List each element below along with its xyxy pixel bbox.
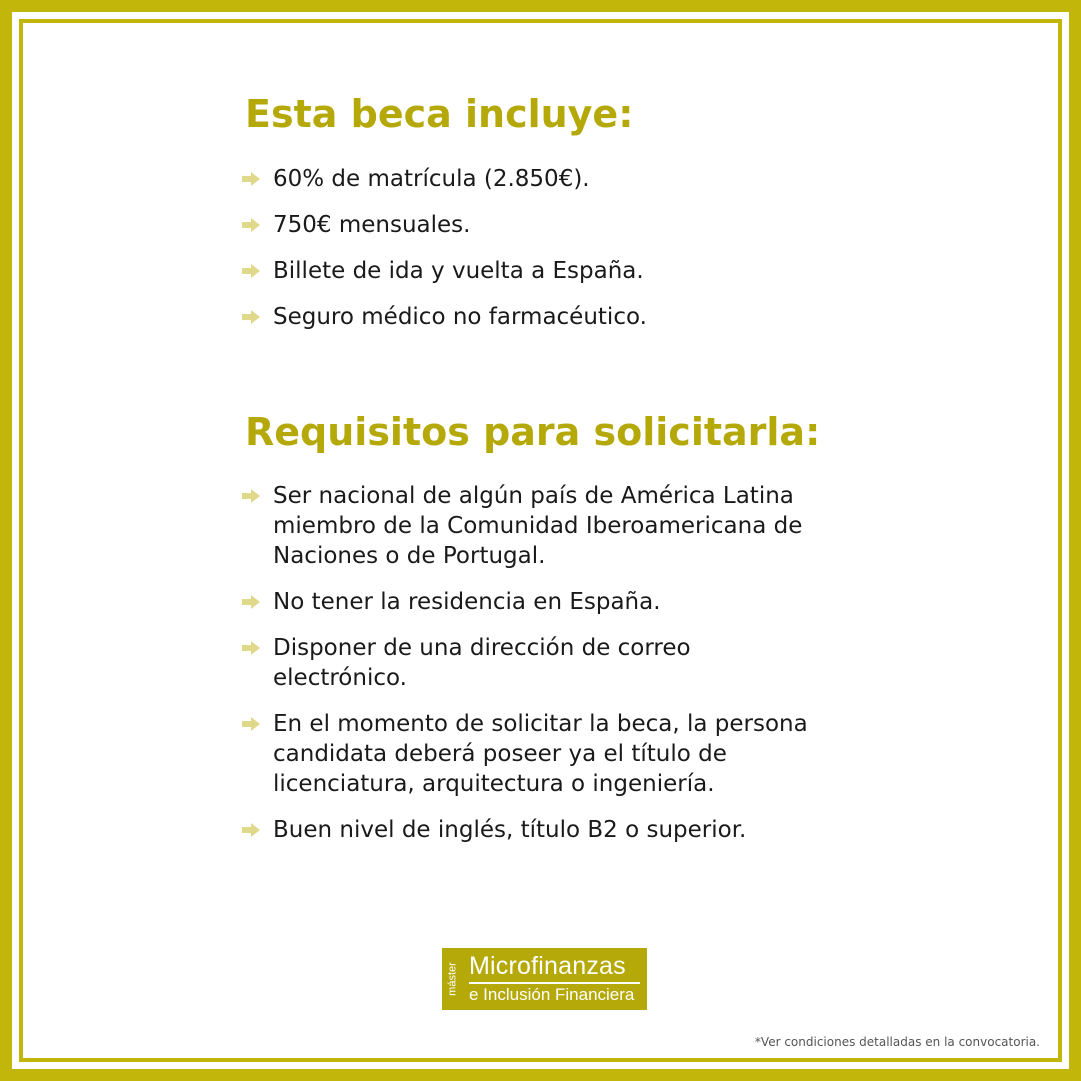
- section-title-requirements: Requisitos para solicitarla:: [245, 410, 821, 454]
- arrow-right-icon: [241, 633, 273, 663]
- list-item-text: [273, 815, 746, 845]
- list-item-text: Seguro médico no farmacéutico.: [273, 304, 647, 330]
- list-item: [241, 633, 841, 693]
- list-item: [241, 210, 841, 240]
- logo-side-label: [442, 948, 464, 1010]
- list-item-line: En el momento de solicitar la beca, la persona: [273, 711, 808, 737]
- arrow-right-icon: [241, 164, 273, 194]
- list-item-text: 60% de matrícula (2.850€).: [273, 166, 590, 192]
- list-item-line: miembro de la Comunidad Iberoamericana de: [273, 513, 803, 539]
- list-item: [241, 709, 841, 799]
- arrow-right-icon: [241, 815, 273, 845]
- list-item-line: Naciones o de Portugal.: [273, 543, 546, 569]
- list-item: [241, 815, 841, 845]
- list-item-line: candidata deberá poseer ya el título de: [273, 741, 727, 767]
- list-item-text: [273, 633, 691, 693]
- logo-main-text: Microfinanzas: [469, 952, 626, 980]
- list-item-line: Disponer de una dirección de correo: [273, 635, 691, 661]
- list-item: [241, 302, 841, 332]
- section-title-includes: Esta beca incluye:: [245, 92, 634, 136]
- list-item-text: [273, 587, 661, 617]
- footnote: *Ver condiciones detalladas en la convocatoria.: [754, 1035, 1040, 1049]
- inner-frame: [19, 19, 1062, 1062]
- list-item-text: Billete de ida y vuelta a España.: [273, 258, 644, 284]
- logo-side-text: máster: [446, 962, 459, 996]
- includes-list: [241, 164, 841, 332]
- arrow-right-icon: [241, 709, 273, 739]
- list-item: [241, 587, 841, 617]
- logo-sub-text: e Inclusión Financiera: [469, 985, 635, 1004]
- list-item-text: [273, 481, 802, 571]
- outer-frame: [12, 12, 1069, 1069]
- requirements-list: [241, 481, 841, 845]
- list-item: [241, 164, 841, 194]
- list-item-line: Buen nivel de inglés, título B2 o superior.: [273, 817, 747, 843]
- arrow-right-icon: [241, 210, 273, 240]
- arrow-right-icon: [241, 302, 273, 332]
- arrow-right-icon: [241, 481, 273, 511]
- list-item-text: [273, 709, 808, 799]
- arrow-right-icon: [241, 256, 273, 286]
- list-item-line: Ser nacional de algún país de América Latina: [273, 483, 794, 509]
- list-item-line: electrónico.: [273, 665, 407, 691]
- list-item-line: No tener la residencia en España.: [273, 589, 661, 615]
- list-item: [241, 256, 841, 286]
- list-item: [241, 481, 841, 571]
- arrow-right-icon: [241, 587, 273, 617]
- list-item-line: licenciatura, arquitectura o ingeniería.: [273, 771, 715, 797]
- master-logo: [442, 948, 647, 1010]
- list-item-text: 750€ mensuales.: [273, 212, 471, 238]
- logo-divider: [469, 982, 640, 984]
